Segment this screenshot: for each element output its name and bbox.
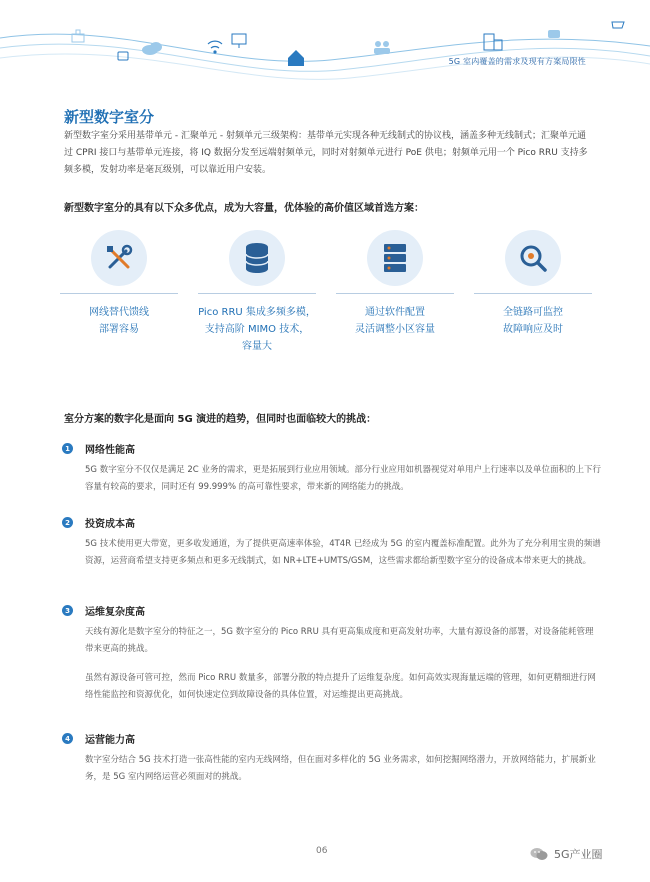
- challenge-title: 投资成本高: [85, 519, 135, 530]
- watermark: [530, 846, 603, 862]
- number-badge: 3: [62, 605, 73, 616]
- challenge-body: 5G 技术使用更大带宽，更多收发通道，为了提供更高速率体验，4T4R 已经成为 5G 的室内覆盖标准配置。此外为了充分利用宝贵的频谱资源，运营商希望支持更多频点和更多无线制式，如 NR+LTE+UMTS/GSM，这些需求都给新型数字室分的设备成本带来更大的挑战。: [85, 539, 601, 566]
- screen-icon: [232, 34, 246, 48]
- section-title: 新型数字室分: [64, 108, 155, 126]
- advantage-label: 通过软件配置 灵活调整小区容量: [355, 307, 435, 335]
- tower-icon: [72, 30, 84, 42]
- challenge-body: 5G 数字室分不仅仅是满足 2C 业务的需求，更是拓展到行业应用领域。部分行业应用如机器视觉对单用户上行速率以及单位面积的上下行容量有较高的要求，同时还有 99.999% 的高可靠性要求，带来新的网络能力的挑战。: [85, 465, 601, 492]
- challenge-body: 数字室分结合 5G 技术打造一张高性能的室内无线网络，但在面对多样化的 5G 业务需求，如何挖掘网络潜力，开放网络能力，扩展新业务，是 5G 室内网络运营必须面对的挑战。: [85, 755, 596, 782]
- header-title: 5G 室内覆盖的需求及现有方案局限性: [448, 57, 586, 66]
- people-icon: [374, 41, 390, 54]
- advantage-label: Pico RRU 集成多频多模， 支持高阶 MIMO 技术， 容量大: [198, 307, 316, 352]
- section-intro: 新型数字室分采用基带单元 - 汇聚单元 - 射频单元三级架构：基带单元实现各种无线制式的协议栈，涵盖多种无线制式；汇聚单元通过 CPRI 接口与基带单元连接，将 IQ 数据分发至远端射频单元，同时对射频单元进行 PoE 供电；射频单元用一个 Pico RRU 支持多频多模，发射功率是毫瓦级别，可以靠近用户安装。: [64, 131, 588, 175]
- watermark-text: 5G产业圈: [554, 848, 603, 861]
- divider-line: [198, 293, 316, 294]
- wechat-icon: [530, 847, 548, 861]
- number-badge: 1: [62, 443, 73, 454]
- divider-line: [336, 293, 454, 294]
- database-icon: [229, 230, 285, 286]
- server-icon: [367, 230, 423, 286]
- number-badge: 4: [62, 733, 73, 744]
- advantage-item: [474, 230, 592, 338]
- house-icon: [288, 50, 304, 66]
- challenge-item: [62, 441, 602, 508]
- divider-line: [474, 293, 592, 294]
- monitor-search-icon: [505, 230, 561, 286]
- challenge-body: 天线有源化是数字室分的特征之一，5G 数字室分的 Pico RRU 具有更高集成度和更高发射功率，大量有源设备的部署，对设备能耗管理带来更高的挑战。 虽然有源设备可管可控，然而 Pico RRU 数量多，部署分散的特点提升了运维复杂度。如何高效实现海量远端的管理，如何更精细进行网络性能监控和资源优化，如何快速定位到故障设备的具体位置，对运维提出更高挑战。: [85, 627, 596, 700]
- challenge-title: 网络性能高: [85, 445, 135, 456]
- challenges-heading: 室分方案的数字化是面向 5G 演进的趋势，但同时也面临较大的挑战：: [64, 414, 377, 425]
- page-number: 06: [316, 846, 328, 856]
- cart-icon: [612, 22, 624, 28]
- divider-line: [60, 293, 178, 294]
- number-badge: 2: [62, 517, 73, 528]
- advantage-item: [60, 230, 178, 338]
- phone-icon: [118, 52, 128, 60]
- wifi-icon: [208, 41, 222, 53]
- advantage-label: 全链路可监控 故障响应及时: [503, 307, 563, 335]
- challenge-item: [62, 515, 602, 582]
- challenge-item: [62, 603, 602, 716]
- challenge-item: [62, 731, 602, 798]
- challenge-title: 运维复杂度高: [85, 607, 145, 618]
- header-decoration: [0, 0, 650, 90]
- tools-icon: [91, 230, 147, 286]
- advantages-heading: 新型数字室分的具有以下众多优点，成为大容量，优体验的高价值区域首选方案：: [64, 203, 424, 214]
- advantage-label: 网线替代馈线 部署容易: [89, 307, 149, 335]
- advantage-item: [336, 230, 454, 338]
- advantage-item: [198, 230, 316, 355]
- challenge-title: 运营能力高: [85, 735, 135, 746]
- advantages-row: [60, 230, 600, 370]
- chat-icon: [548, 30, 560, 38]
